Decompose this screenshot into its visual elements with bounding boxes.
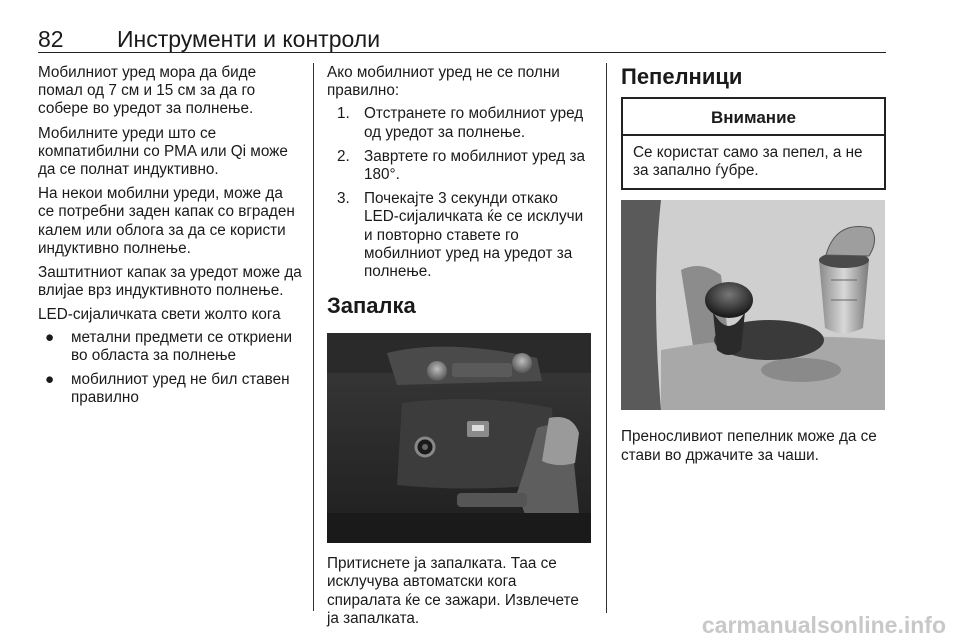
page-number: 82 (38, 26, 64, 52)
paragraph-back-cover: На некои мобилни уреди, може да се потребни заден капак со вграден калем или облога за да се користи индуктивно полнење. (38, 185, 295, 257)
caution-title: Внимание (623, 99, 884, 136)
paragraph-device-size: Мобилниот уред мора да биде помал од 7 см и 15 см за да го собере во уредот за полнење. (38, 64, 257, 118)
paragraph-protective-cover: Заштитниот капак за уредот може да влијае врз индуктивното полнење. (38, 264, 302, 300)
step-number: 3. (337, 190, 350, 208)
watermark: carmanualsonline.info (701, 612, 946, 638)
column-1 (38, 64, 302, 413)
list-item (38, 371, 302, 407)
bullet-icon: ● (45, 371, 55, 389)
lighter-photo-illustration (327, 333, 591, 543)
column-divider-1 (313, 63, 314, 611)
lighter-caption: Притиснете ја запалката. Таа се исклучува автоматски кога спиралата ќе се зажари. Извлечете ја запалката. (327, 555, 579, 627)
troubleshoot-steps (327, 105, 593, 281)
step-text: Отстранете го мобилниот уред од уредот за полнење. (364, 105, 584, 141)
paragraph-led-yellow: LED-сијаличката свети жолто кога (38, 306, 281, 324)
ashtray-caption: Преносливиот пепелник може да се стави во држачите за чаши. (621, 428, 877, 464)
section-title-lighter: Запалка (327, 293, 416, 319)
column-3 (621, 64, 886, 471)
list-item-text: метални предмети се откриени во областа за полнење (71, 328, 293, 364)
header-divider (38, 52, 886, 53)
lighter-figure (327, 333, 591, 543)
caution-box (621, 97, 886, 190)
list-item-text: мобилниот уред не бил ставен правилно (71, 371, 290, 407)
paragraph-compatibility: Мобилните уреди што се компатибилни со PMA или Qi може да се полнат индуктивно. (38, 124, 288, 179)
section-title-ashtrays: Пепелници (621, 64, 743, 89)
list-item (38, 329, 302, 365)
step-number: 1. (337, 105, 350, 123)
bullet-icon: ● (45, 328, 55, 346)
ashtray-photo-illustration (621, 200, 885, 410)
caution-text: Се користат само за пепел, а не за запално ѓубре. (633, 144, 863, 180)
ashtray-figure (621, 200, 885, 410)
page-header (38, 26, 886, 52)
paragraph-not-charging: Ако мобилниот уред не се полни правилно: (327, 64, 560, 100)
step-item (337, 190, 593, 281)
step-item (337, 105, 593, 141)
step-text: Завртете го мобилниот уред за 180°. (364, 147, 585, 184)
step-number: 2. (337, 147, 350, 165)
step-item (337, 148, 593, 184)
column-divider-2 (606, 63, 607, 613)
column-2 (327, 64, 593, 634)
chapter-title: Инструменти и контроли (117, 26, 381, 52)
step-text: Почекајте 3 секунди откако LED-сијаличката ќе се исклучи и повторно ставете го мобилниот уред на уредот за полнење. (364, 190, 584, 281)
led-conditions-list (38, 329, 302, 408)
